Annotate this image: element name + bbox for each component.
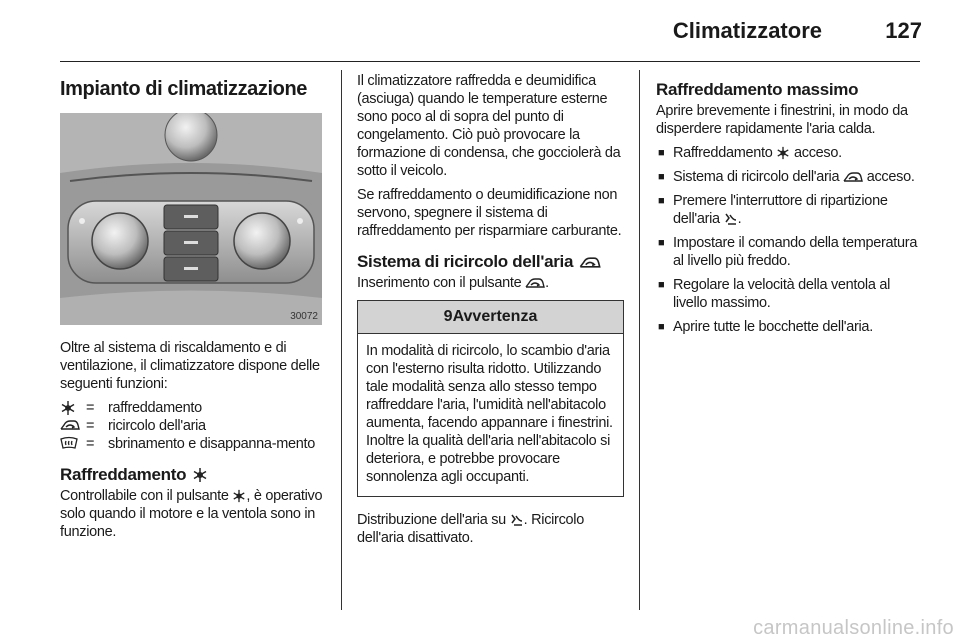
max-cooling-intro: Aprire brevemente i finestrini, in modo da disperdere rapidamente l'aria calda.: [656, 103, 908, 137]
step-text: Sistema di ricircolo dell'aria: [673, 169, 840, 185]
legend-equals: =: [86, 436, 95, 452]
air-distribution-icon: [510, 513, 524, 527]
section-heading-recirculation: [357, 252, 624, 272]
max-cooling-steps: [656, 144, 922, 336]
legend-row-cooling: [60, 399, 325, 417]
warning-box: [357, 300, 624, 497]
recirc-text: Inserimento con il pulsante: [357, 275, 522, 291]
section-heading-max-cooling: [656, 80, 922, 100]
list-item: ■ Aprire tutte le bocchette dell'aria.: [656, 318, 922, 336]
legend-row-defrost: [60, 435, 325, 453]
list-item: ■ Impostare il comando della temperatura al livello più freddo.: [656, 234, 922, 270]
recirculation-icon: [579, 255, 601, 270]
intro-paragraph: Oltre al sistema di riscaldamento e di ventilazione, il climatizzatore dispone delle seguenti funzioni:: [60, 340, 320, 392]
column-divider-2: [639, 70, 640, 610]
page-number: 127: [885, 18, 922, 43]
climate-control-panel-photo: [60, 113, 322, 325]
list-item: [656, 192, 922, 228]
step-text: Premere l'interruttore di ripartizione dell'aria: [673, 193, 888, 227]
legend-row-recirculation: [60, 417, 325, 435]
column-2: [357, 72, 624, 553]
recirculation-icon: [60, 417, 86, 435]
step-text: Raffreddamento: [673, 145, 773, 161]
air-distribution-icon: [724, 212, 738, 226]
cooling-heading-text: Raffreddamento: [60, 465, 187, 484]
step-text: acceso.: [866, 169, 915, 185]
column-3: [656, 72, 922, 342]
recirc-heading-text: Sistema di ricircolo dell'aria: [357, 252, 574, 271]
legend-text: ricircolo dell'aria: [108, 418, 206, 434]
distribution-paragraph: [357, 511, 624, 547]
header-divider: [60, 61, 920, 62]
distribution-text-start: Distribuzione dell'aria su: [357, 512, 506, 528]
defrost-icon: [60, 435, 86, 453]
warning-body: [358, 334, 623, 496]
warning-title: Avvertenza: [452, 308, 538, 325]
cooling-text-start: Controllabile con il pulsante: [60, 488, 229, 504]
distribution-text-end: . Ricircolo dell'aria disattivato.: [357, 512, 584, 546]
list-item: ■ Regolare la velocità della ventola al livello massimo.: [656, 276, 922, 312]
cooling-paragraph: [60, 487, 325, 541]
snowflake-icon: [192, 467, 208, 483]
step-text: acceso.: [794, 145, 842, 161]
fuel-saving-paragraph: Se raffreddamento o deumidificazione non servono, spegnere il sistema di raffreddamento per risparmiare carburante.: [357, 187, 622, 239]
legend-equals: =: [86, 400, 95, 416]
control-panel-illustration: [60, 113, 322, 325]
max-cooling-heading-text: Raffreddamento massimo: [656, 80, 859, 99]
snowflake-icon: [232, 489, 246, 503]
list-item: [656, 144, 922, 162]
column-1: [60, 72, 325, 547]
recirculation-icon: [525, 276, 545, 290]
cooling-text-end: , è operativo solo quando il motore e la ventola sono in funzione.: [60, 488, 323, 540]
dehumidify-paragraph: Il climatizzatore raffredda e deumidifica (asciuga) quando le temperature esterne sono poco al di sopra del punto di congelamento. Ciò può provocare la formazione di condensa, che gocciolerà da sotto il veicolo.: [357, 73, 621, 179]
page-header-title: Climatizzatore: [672, 18, 822, 43]
snowflake-icon: [60, 399, 86, 417]
legend-text: raffreddamento: [108, 400, 202, 416]
snowflake-icon: [776, 146, 790, 160]
warning-header: [358, 301, 623, 334]
warning-text: In modalità di ricircolo, lo scambio d'aria con l'esterno risulta ridotto. Utilizzando tale modalità senza allo stesso tempo raffreddare l'aria, l'umidità nell'abitacolo aumenta, facendo appannare i finestrini. Inoltre la qualità dell'aria nell'abitacolo si deteriora, e potrebbe provocare sonnolenza agli occupanti.: [366, 343, 613, 485]
list-item: [656, 168, 922, 186]
recirc-paragraph: Inserimento con il pulsante .: [357, 275, 549, 291]
legend-text: sbrinamento e disappanna-mento: [108, 436, 316, 452]
site-watermark: carmanualsonline.info: [753, 617, 954, 639]
step-text: .: [737, 211, 742, 227]
warning-triangle-icon: 9: [443, 308, 453, 325]
photo-reference-code: 30072: [290, 311, 318, 322]
function-legend: [60, 399, 325, 453]
section-heading-cooling: [60, 465, 325, 485]
column-divider-1: [341, 70, 342, 610]
recirculation-icon: [843, 170, 863, 184]
legend-equals: =: [86, 418, 95, 434]
section-heading-climate-system: Impianto di climatizzazione: [60, 78, 308, 100]
